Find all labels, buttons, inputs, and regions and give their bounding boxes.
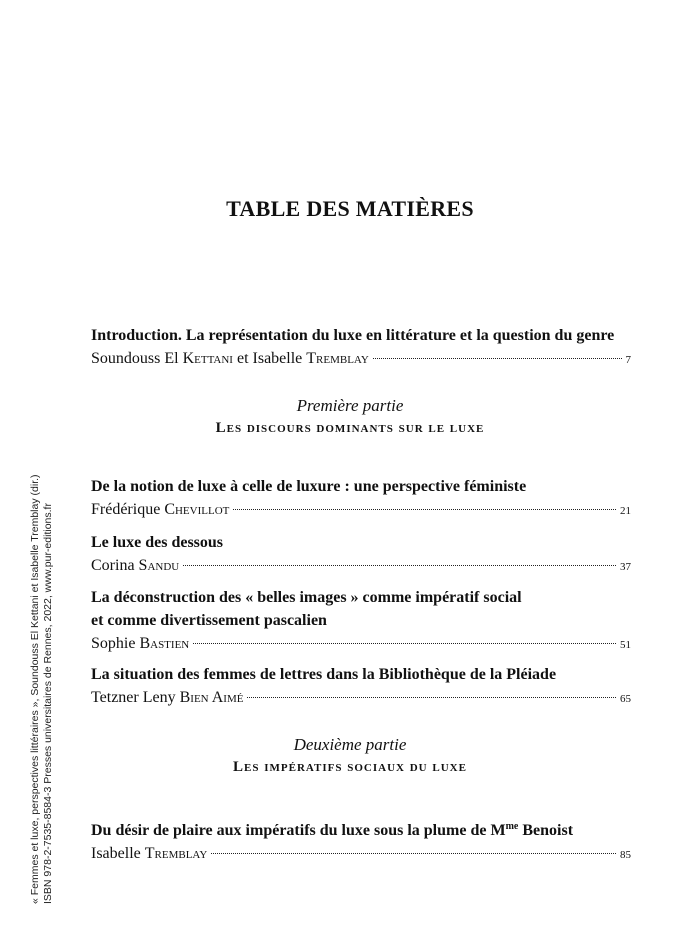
dot-leader <box>247 697 616 698</box>
entry-title: La situation des femmes de lettres dans la Bibliothèque de la Pléiade <box>91 666 557 683</box>
toc-entry[interactable] <box>91 586 631 657</box>
entry-author-line <box>91 554 631 579</box>
entry-title: Le luxe des dessous <box>91 534 224 551</box>
entry-author-line <box>91 498 631 523</box>
page-title: TABLE DES MATIÈRES <box>226 196 474 221</box>
entry-title: Du désir de plaire aux impératifs du luxe sous la plume de $M^{me}$ Benoist <box>91 821 574 839</box>
toc-entry[interactable] <box>91 475 631 523</box>
entry-author: Frédérique Chevillot <box>91 501 230 518</box>
part-title: Les impératifs sociaux du luxe <box>233 759 467 775</box>
page-number: 7 <box>625 354 631 366</box>
part-label: Deuxième partie <box>293 735 407 754</box>
dot-leader <box>193 643 616 644</box>
part-label: Première partie <box>296 396 404 415</box>
toc-entry[interactable] <box>91 531 631 579</box>
entry-author: Corina Sandu <box>91 557 180 574</box>
page-number: 21 <box>620 505 631 517</box>
entry-author: Soundouss El Kettani et Isabelle Tremblay <box>91 350 369 367</box>
toc-entry-introduction[interactable] <box>91 324 631 372</box>
page-number: 85 <box>620 849 631 861</box>
part-title: Les discours dominants sur le luxe <box>215 420 485 436</box>
dot-leader <box>233 509 616 510</box>
entry-author-line <box>91 632 631 657</box>
entry-title-line2: et comme divertissement pascalien <box>91 612 327 629</box>
entry-author-line <box>91 686 631 711</box>
dot-leader <box>373 358 622 359</box>
side-citation-line1: « Femmes et luxe, perspectives littéraires », Soundouss El Kettani et Isabelle Tremblay (dir.) <box>29 474 41 904</box>
entry-author-line <box>91 842 631 867</box>
page-number: 37 <box>620 561 631 573</box>
dot-leader <box>183 565 616 566</box>
toc-entry[interactable] <box>91 815 631 867</box>
entry-title: De la notion de luxe à celle de luxure : une perspective féministe <box>91 478 527 495</box>
page-number: 65 <box>620 693 631 705</box>
entry-title: Introduction. La représentation du luxe en littérature et la question du genre <box>91 327 615 344</box>
entry-author: Sophie Bastien <box>91 635 190 652</box>
entry-author-line <box>91 347 631 372</box>
toc-entry[interactable] <box>91 663 631 711</box>
side-citation-line2: ISBN 978-2-7535-8584-3 Presses universitaires de Rennes, 2022, www.pur-editions.fr <box>42 503 54 904</box>
dot-leader <box>211 853 616 854</box>
page-number: 51 <box>620 639 631 651</box>
entry-author: Tetzner Leny Bien Aimé <box>91 689 244 706</box>
entry-author: Isabelle Tremblay <box>91 845 208 862</box>
side-citation <box>29 474 55 904</box>
entry-title: La déconstruction des « belles images » comme impératif social <box>91 589 522 606</box>
